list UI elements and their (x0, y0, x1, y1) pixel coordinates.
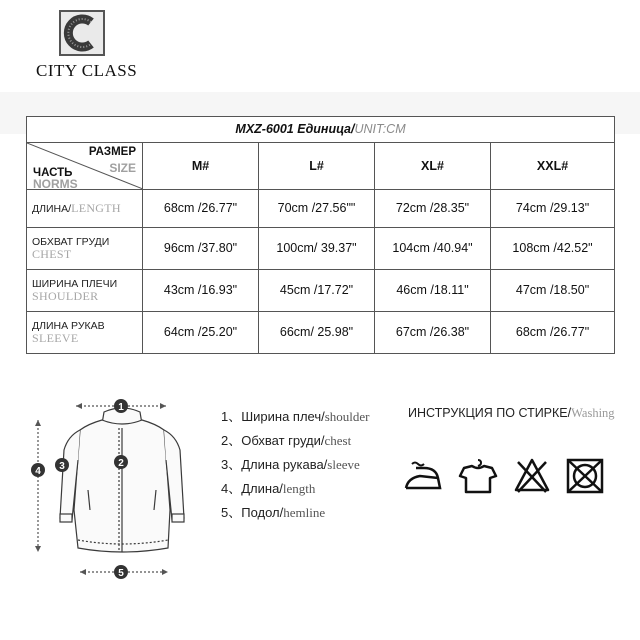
marker-1 (114, 399, 128, 413)
legend-en: sleeve (327, 457, 360, 472)
row-label-ru: ДЛИНА РУКАВ (32, 320, 105, 333)
marker-3 (55, 458, 69, 472)
legend-ru: Подол/ (241, 505, 284, 520)
size-header-xxl: XXL# (491, 142, 615, 189)
table-cell: 72cm /28.35" (375, 189, 491, 227)
table-cell: 108cm /42.52" (491, 227, 615, 269)
corner-size-en: SIZE (109, 160, 136, 175)
table-corner-cell (27, 142, 143, 189)
size-header-xl: XL# (375, 142, 491, 189)
row-label-length (27, 189, 143, 227)
table-cell: 104cm /40.94" (375, 227, 491, 269)
legend-number: 5、 (221, 505, 242, 520)
row-label-sleeve (27, 311, 143, 353)
legend-item-chest (221, 430, 370, 454)
legend-ru: Длина/ (241, 481, 283, 496)
washing-title-en: Washing (571, 406, 615, 420)
table-cell: 67cm /26.38" (375, 311, 491, 353)
table-row-chest (27, 227, 615, 269)
marker-4 (31, 463, 45, 477)
table-cell: 43cm /16.93" (143, 269, 259, 311)
table-cell: 100cm/ 39.37" (259, 227, 375, 269)
legend-en: chest (324, 433, 352, 448)
model-label: MXZ-6001 Единица/ (235, 122, 355, 137)
row-label-chest (27, 227, 143, 269)
legend-ru: Длина рукава/ (241, 457, 328, 472)
table-cell: 70cm /27.56"" (259, 189, 375, 227)
table-cell: 68cm /26.77" (491, 311, 615, 353)
row-label-shoulder (27, 269, 143, 311)
table-row-shoulder (27, 269, 615, 311)
row-label-ru: ОБХВАТ ГРУДИ (32, 236, 110, 249)
no-tumble-dry-icon (564, 456, 606, 496)
marker-5 (114, 565, 128, 579)
brand-name: CITY CLASS (36, 61, 138, 80)
row-label-ru: ШИРИНА ПЛЕЧИ (32, 278, 118, 291)
logo-c-icon (61, 12, 103, 54)
marker-3-label: 3 (59, 461, 65, 472)
legend-number: 3、 (221, 457, 242, 472)
jacket-diagram (18, 390, 198, 590)
table-cell: 45cm /17.72" (259, 269, 375, 311)
row-label-en: CHEST (32, 247, 72, 262)
table-cell: 68cm /26.77" (143, 189, 259, 227)
table-cell: 47cm /18.50" (491, 269, 615, 311)
marker-4-label: 4 (35, 466, 41, 477)
washing-title (408, 406, 615, 421)
table-title (27, 117, 615, 143)
corner-size-ru: РАЗМЕР (88, 145, 136, 158)
marker-1-label: 1 (118, 402, 124, 413)
legend-number: 1、 (221, 409, 242, 424)
unit-label: UNIT:CM (354, 122, 406, 137)
size-chart-table (26, 116, 615, 354)
hang-dry-icon (458, 456, 498, 496)
no-bleach-icon (512, 456, 552, 496)
washing-icons (402, 456, 612, 500)
legend-ru: Обхват груди/ (241, 433, 325, 448)
corner-part-en: NORMS (33, 176, 78, 191)
size-header-m: M# (143, 142, 259, 189)
brand-logo (59, 10, 105, 56)
table-cell: 64cm /25.20" (143, 311, 259, 353)
marker-5-label: 5 (118, 568, 124, 579)
legend-item-length (221, 478, 370, 502)
legend-en: length (282, 481, 316, 496)
row-label-en: LENGTH (71, 200, 121, 215)
legend-item-sleeve (221, 454, 370, 478)
washing-title-ru: ИНСТРУКЦИЯ ПО СТИРКЕ/ (408, 406, 572, 420)
corner-part-ru: ЧАСТЬ (33, 166, 73, 179)
table-cell: 96cm /37.80" (143, 227, 259, 269)
table-row-sleeve (27, 311, 615, 353)
row-label-en: SHOULDER (32, 289, 99, 304)
marker-2-label: 2 (118, 458, 124, 469)
table-cell: 46cm /18.11" (375, 269, 491, 311)
legend-en: hemline (283, 505, 326, 520)
measurement-legend (221, 406, 370, 526)
legend-en: shoulder (324, 409, 370, 424)
legend-item-shoulder (221, 406, 370, 430)
legend-item-hemline (221, 502, 370, 526)
iron-icon (402, 456, 444, 496)
size-header-l: L# (259, 142, 375, 189)
table-cell: 74cm /29.13" (491, 189, 615, 227)
table-row-length (27, 189, 615, 227)
table-cell: 66cm/ 25.98" (259, 311, 375, 353)
legend-ru: Ширина плеч/ (241, 409, 325, 424)
marker-2 (114, 455, 128, 469)
legend-number: 2、 (221, 433, 242, 448)
legend-number: 4、 (221, 481, 242, 496)
row-label-en: SLEEVE (32, 331, 79, 346)
row-label-ru: ДЛИНА/ (32, 202, 72, 215)
